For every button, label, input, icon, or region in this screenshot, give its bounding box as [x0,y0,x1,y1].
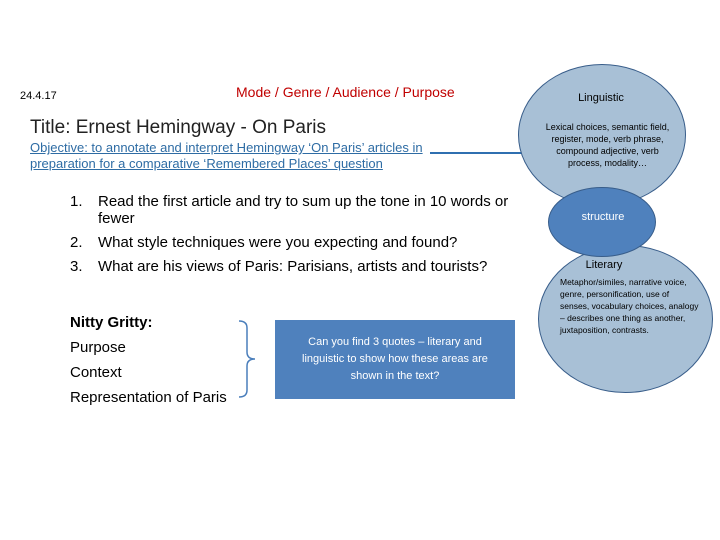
task-prompt-box [275,320,515,399]
literary-bubble-title: Literary [585,259,623,271]
nitty-gritty-list [70,310,227,410]
linguistic-bubble-body: Lexical choices, semantic field, register, mode, verb phrase, compound adjective, verb process, modality… [545,122,670,168]
question-number: 3. [70,258,83,275]
linguistic-bubble-title: Linguistic [578,92,624,104]
page-title: Title: Ernest Hemingway - On Paris [30,117,326,138]
task-prompt-text: Can you find 3 quotes – literary and linguistic to show how these areas are shown in the text? [302,336,488,382]
nitty-gritty-item: Context [70,364,122,381]
curly-bracket-icon [237,320,265,398]
question-number: 1. [70,193,83,210]
question-text: What are his views of Paris: Parisians, artists and tourists? [98,258,488,275]
mode-genre-heading: Mode / Genre / Audience / Purpose [236,84,455,100]
question-number: 2. [70,234,83,251]
nitty-gritty-item: Representation of Paris [70,389,227,406]
structure-bubble-title: structure [581,211,625,223]
literary-bubble-body: Metaphor/similes, narrative voice, genre, personification, use of senses, vocabulary choices, analogy – describes one thing as another, juxtaposition, contrasts. [560,277,699,335]
question-text: Read the first article and try to sum up the tone in 10 words or fewer [98,193,509,227]
question-item [70,234,545,251]
question-item [70,193,545,227]
question-item [70,258,545,275]
nitty-gritty-heading: Nitty Gritty: [70,314,153,331]
date-label: 24.4.17 [20,90,57,102]
question-list [70,193,545,282]
question-text: What style techniques were you expecting and found? [98,234,458,251]
nitty-gritty-item: Purpose [70,339,126,356]
objective-text: Objective: to annotate and interpret Hemingway ‘On Paris’ articles in preparation for a comparative ‘Remembered Places’ question [30,140,423,171]
